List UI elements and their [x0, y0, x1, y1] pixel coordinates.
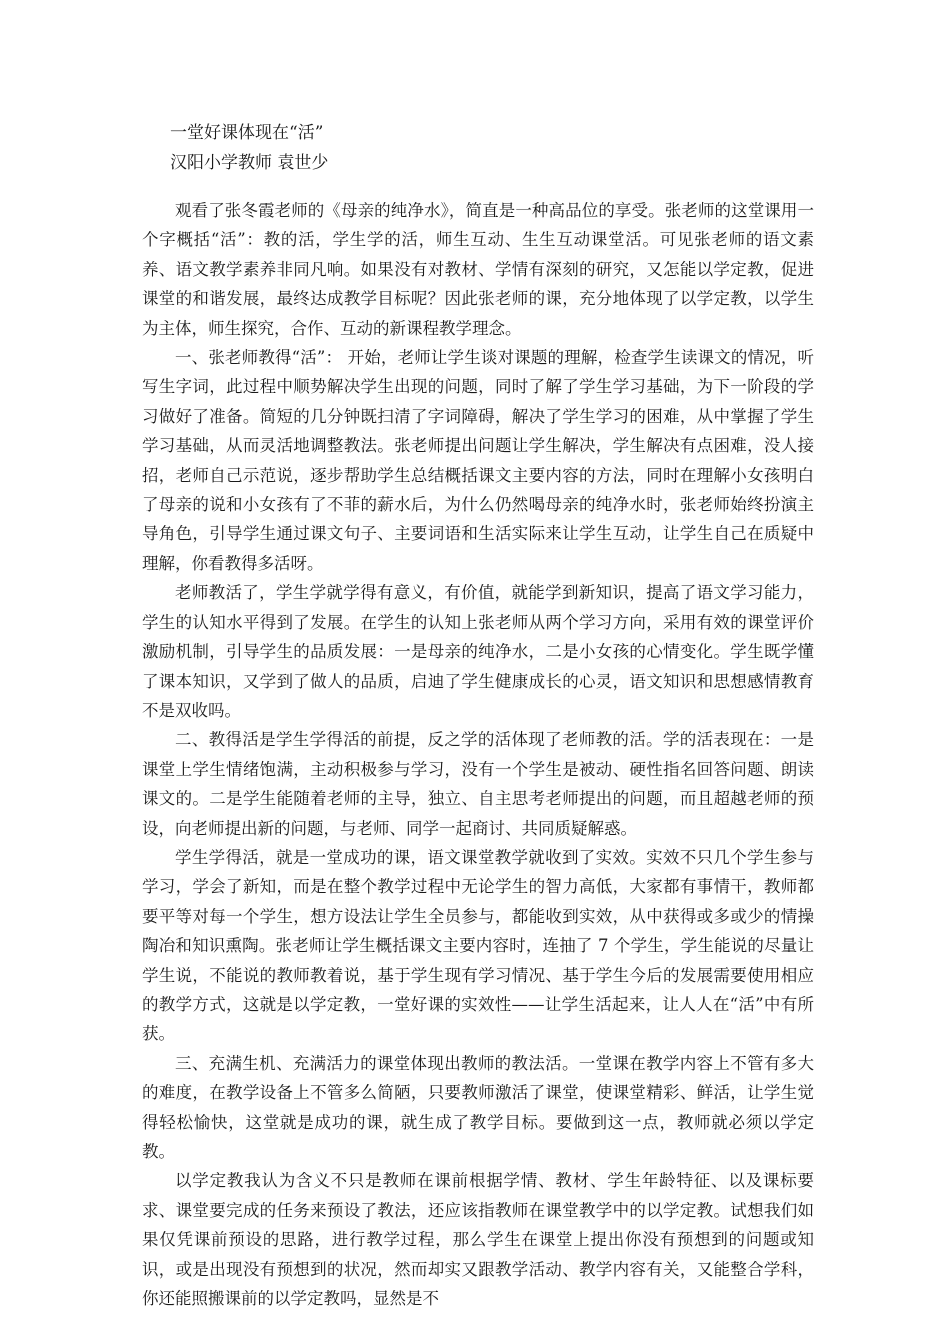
paragraph: 以学定教我认为含义不只是教师在课前根据学情、教材、学生年龄特征、以及课标要求、课堂要完成的任务来预设了教法，还应该指教师在课堂教学中的以学定教。试想我们如果仅凭课前预设的思路，进行教学过程，那么学生在课堂上提出你没有预想到的问题或知识，或是出现没有预想到的状况，然而却实又跟教学活动、教学内容有关，又能整合学科，你还能照搬课前的以学定教吗，显然是不 [142, 1171, 814, 1309]
author-line: 汉阳小学教师 袁世少 [170, 153, 329, 173]
paragraph: 学生学得活，就是一堂成功的课，语文课堂教学就收到了实效。实效不只几个学生参与学习，学会了新知，而是在整个教学过程中无论学生的智力高低，大家都有事情干，教师都要平等对每一个学生，想方设法让学生全员参与，都能收到实效，从中获得或多或少的情操陶冶和知识熏陶。张老师让学生概括课文主要内容时，连抽了 7 个学生，学生能说的尽量让学生说，不能说的教师教着说，基于学生现有学习情况、基于学生今后的发展需要使用相应的教学方式，这就是以学定教，一堂好课的实效性——让学生活起来，让人人在“活”中有所获。 [142, 847, 814, 1044]
paragraph: 老师教活了，学生学就学得有意义，有价值，就能学到新知识，提高了语文学习能力，学生的认知水平得到了发展。在学生的认知上张老师从两个学习方向，采用有效的课堂评价激励机制，引导学生的品质发展：一是母亲的纯净水，二是小女孩的心情变化。学生既学懂了课本知识，又学到了做人的品质，启迪了学生健康成长的心灵，语文知识和思想感情教育不是双收吗。 [142, 583, 814, 720]
paragraph: 三、充满生机、充满活力的课堂体现出教师的教法活。一堂课在教学内容上不管有多大的难度，在教学设备上不管多么简陋，只要教师激活了课堂，使课堂精彩、鲜活，让学生觉得轻松愉快，这堂就是成功的课，就生成了教学目标。要做到这一点，教师就必须以学定教。 [142, 1053, 814, 1161]
header-block [170, 118, 810, 178]
paragraph: 二、教得活是学生学得活的前提，反之学的活体现了老师教的活。学的活表现在：一是课堂上学生情绪饱满，主动积极参与学习，没有一个学生是被动、硬性指名回答问题、朗读课文的。二是学生能随着老师的主导，独立、自主思考老师提出的问题，而且超越老师的预设，向老师提出新的问题，与老师、同学一起商讨、共同质疑解惑。 [142, 730, 814, 838]
document-body [142, 196, 814, 1313]
document-title: 一堂好课体现在“活” [170, 123, 324, 143]
paragraph: 观看了张冬霞老师的《母亲的纯净水》，简直是一种高品位的享受。张老师的这堂课用一个字概括“活”：教的活，学生学的活，师生互动、生生互动课堂活。可见张老师的语文素养、语文教学素养非同凡响。如果没有对教材、学情有深刻的研究，又怎能以学定教，促进课堂的和谐发展，最终达成教学目标呢？因此张老师的课，充分地体现了以学定教，以学生为主体，师生探究，合作、互动的新课程教学理念。 [142, 201, 814, 338]
paragraph: 一、张老师教得“活”： 开始，老师让学生谈对课题的理解，检查学生读课文的情况，听写生字词，此过程中顺势解决学生出现的问题，同时了解了学生学习基础，为下一阶段的学习做好了准备。简短的几分钟既扫清了字词障碍，解决了学生学习的困难，从中掌握了学生学习基础，从而灵活地调整教法。张老师提出问题让学生解决，学生解决有点困难，没人接招，老师自己示范说，逐步帮助学生总结概括课文主要内容的方法，同时在理解小女孩明白了母亲的说和小女孩有了不菲的薪水后，为什么仍然喝母亲的纯净水时，张老师始终扮演主导角色，引导学生通过课文句子、主要词语和生活实际来让学生互动，让学生自己在质疑中理解，你看教得多活呀。 [142, 348, 814, 573]
